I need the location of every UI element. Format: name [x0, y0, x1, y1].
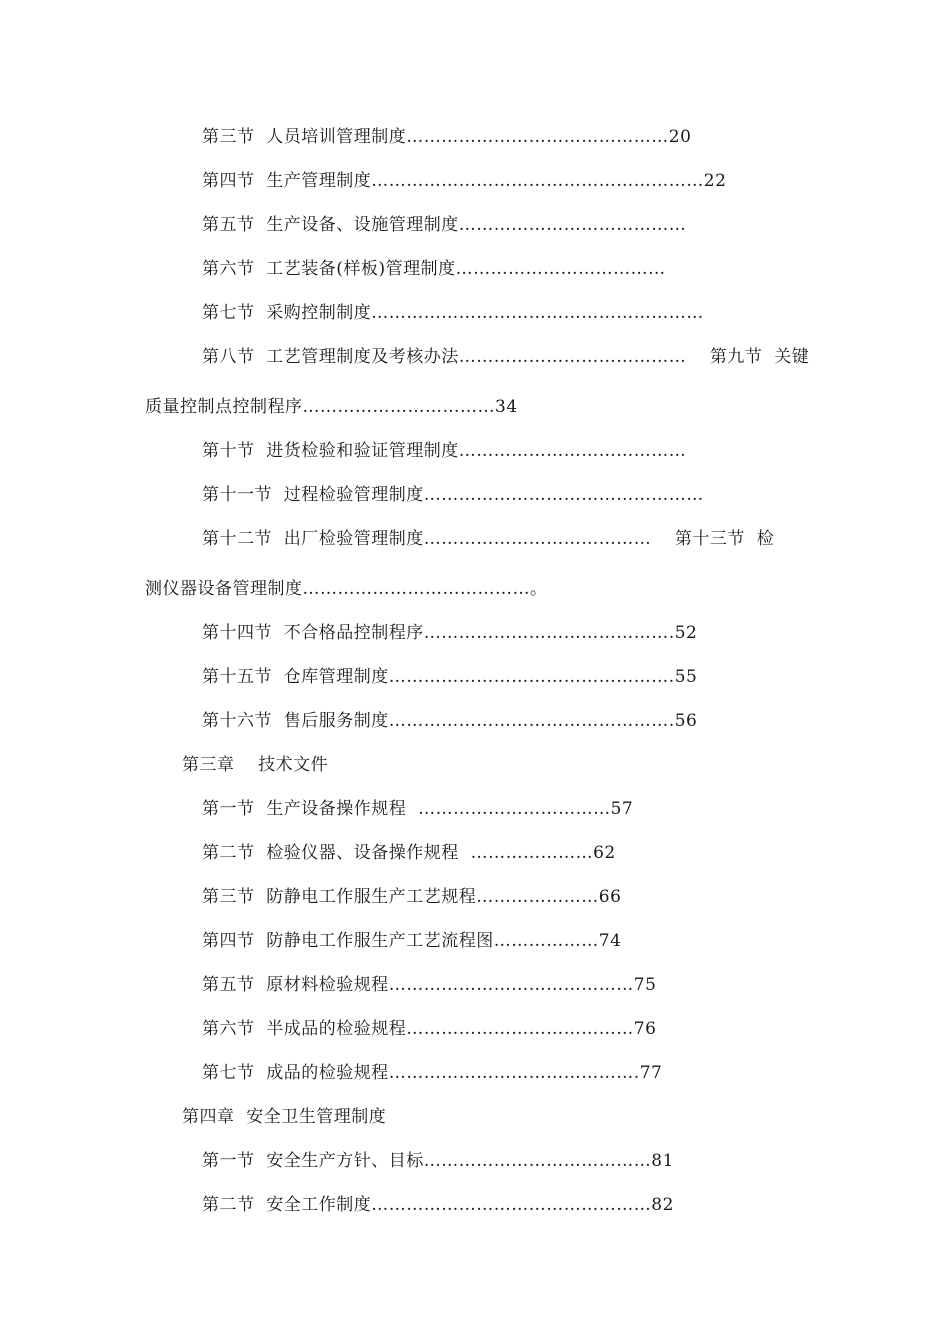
toc-chapter-heading[interactable]: 第三章 技术文件: [182, 755, 329, 775]
toc-entry[interactable]: 第二节 检验仪器、设备操作规程 …………………62: [202, 843, 616, 863]
toc-entry[interactable]: 第六节 半成品的检验规程…………………………………76: [202, 1019, 657, 1039]
toc-entry[interactable]: 第四节 生产管理制度…………………………………………………22: [202, 171, 727, 191]
toc-entry[interactable]: 第一节 安全生产方针、目标…………………………………81: [202, 1151, 674, 1171]
toc-entry[interactable]: 第五节 原材料检验规程……………………………………75: [202, 975, 657, 995]
toc-entry[interactable]: 第七节 成品的检验规程…………………………………….77: [202, 1063, 663, 1083]
toc-entry[interactable]: 第十六节 售后服务制度………………………………………….56: [202, 711, 698, 731]
toc-entry[interactable]: 第二节 安全工作制度…………………………………………82: [202, 1195, 674, 1215]
toc-entry[interactable]: 第三节 人员培训管理制度………………………………………20: [202, 127, 692, 147]
toc-entry[interactable]: 第三节 防静电工作服生产工艺规程…………………66: [202, 887, 622, 907]
toc-entry[interactable]: 第六节 工艺装备(样板)管理制度………………………………: [202, 259, 666, 279]
toc-entry[interactable]: 第十四节 不合格品控制程序…………………………………….52: [202, 623, 698, 643]
toc-entry[interactable]: 第十节 进货检验和验证管理制度…………………………………: [202, 441, 687, 461]
toc-chapter-heading[interactable]: 第四章 安全卫生管理制度: [182, 1107, 387, 1127]
toc-entry-continuation[interactable]: 质量控制点控制程序……………………………34: [145, 397, 518, 417]
toc-entry[interactable]: 第十五节 仓库管理制度………………………………………….55: [202, 667, 698, 687]
toc-entry[interactable]: 第八节 工艺管理制度及考核办法………………………………… 第九节 关键: [202, 347, 810, 367]
toc-entry[interactable]: 第十一节 过程检验管理制度…………………………………………: [202, 485, 704, 505]
toc-entry-continuation[interactable]: 测仪器设备管理制度…………………………………。: [145, 579, 548, 599]
toc-entry[interactable]: 第四节 防静电工作服生产工艺流程图………………74: [202, 931, 622, 951]
toc-entry[interactable]: 第七节 采购控制制度…………………………………………………: [202, 303, 704, 323]
toc-entry[interactable]: 第一节 生产设备操作规程 ……………………………57: [202, 799, 634, 819]
toc-entry[interactable]: 第十二节 出厂检验管理制度………………………………… 第十三节 检: [202, 529, 775, 549]
toc-entry[interactable]: 第五节 生产设备、设施管理制度…………………………………: [202, 215, 687, 235]
